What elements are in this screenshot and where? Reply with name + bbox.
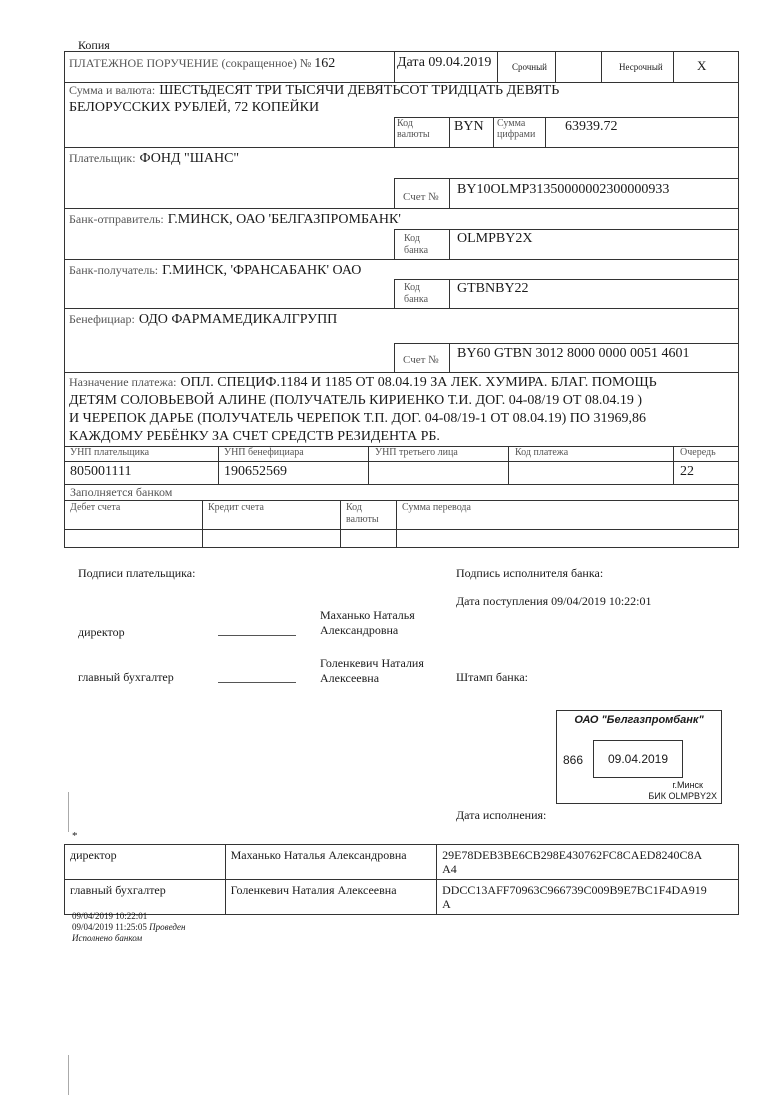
sender-bank: Банк-отправитель: Г.МИНСК, ОАО 'БЕЛГАЗПРОМБАНК' <box>69 212 401 227</box>
currency-code-label: Код валюты <box>397 118 430 140</box>
currency-code-bank-label: Код валюты <box>346 502 379 525</box>
beneficiary-account: BY60 GTBN 3012 8000 0000 0051 4601 <box>457 346 690 361</box>
stamp-label: Штамп банка: <box>456 670 528 684</box>
stamp-code: 866 <box>563 753 584 767</box>
signer-name: Маханько Наталья Александровна <box>225 845 437 880</box>
signer-role: директор <box>65 845 226 880</box>
executed-label: Дата исполнения: <box>456 808 547 822</box>
nonurgent-label: Несрочный <box>619 62 663 72</box>
scan-mark <box>68 792 69 832</box>
beneficiary-account-label: Счет № <box>403 354 439 366</box>
receiver-bank-code-label: Код банка <box>404 282 429 305</box>
payer-account-label: Счет № <box>403 191 439 203</box>
received-date: Дата поступления 09/04/2019 10:22:01 <box>456 594 652 608</box>
scan-mark <box>68 1055 69 1095</box>
beneficiary: Бенефициар: ОДО ФАРМАМЕДИКАЛГРУПП <box>69 312 338 327</box>
third-unp-label: УНП третьего лица <box>375 447 458 458</box>
queue-value: 22 <box>680 464 694 479</box>
footer-log: 09/04/2019 10:22:01 09/04/2019 11:25:05 Проведен Исполнено банком <box>72 911 186 943</box>
credit-label: Кредит счета <box>208 502 264 513</box>
benef-unp-label: УНП бенефициара <box>224 447 304 458</box>
sum-value: 63939.72 <box>565 119 618 134</box>
director-label: директор <box>78 625 125 639</box>
payment-purpose: Назначение платежа: ОПЛ. СПЕЦИФ.1184 И 1185 ОТ 08.04.19 ЗА ЛЕК. ХУМИРА. БЛАГ. ПОМОЩЬ ДЕТЯМ СОЛОВЬЕВОЙ АЛИНЕ (ПОЛУЧАТЕЛЬ КИРИЕНКО Т.И. ДОГ. 04-08/19 ОТ 08.04.19 ) И ЧЕРЕПОК ДАРЬЕ (ПОЛУЧАТЕЛЬ ЧЕРЕПОК Т.П. ДОГ. 04-08/19-1 ОТ 08.04.19) ПО 31969,86 КАЖДОМУ РЕБЁНКУ ЗА СЧЕТ СРЕДСТВ РЕЗИДЕНТА РБ. <box>69 375 657 444</box>
director-name: Маханько Наталья Александровна <box>320 608 415 637</box>
accountant-name: Голенкевич Наталия Алексеевна <box>320 656 424 685</box>
accountant-label: главный бухгалтер <box>78 670 174 684</box>
signer-name: Голенкевич Наталия Алексеевна <box>225 880 437 915</box>
currency-value: BYN <box>454 119 484 134</box>
bank-stamp <box>556 710 722 804</box>
digital-signatures-table <box>64 844 739 915</box>
payer-name: Плательщик: ФОНД "ШАНС" <box>69 151 240 166</box>
pay-code-label: Код платежа <box>515 447 569 458</box>
payer-signatures-label: Подписи плательщика: <box>78 566 196 580</box>
payer-account: BY10OLMP31350000002300000933 <box>457 182 670 197</box>
debit-label: Дебет счета <box>70 502 121 513</box>
sum-digits-label: Сумма цифрами <box>497 118 536 140</box>
signer-role: главный бухгалтер <box>65 880 226 915</box>
bank-fill-label: Заполняется банком <box>70 485 173 499</box>
director-signature-line <box>218 635 296 636</box>
accountant-signature-line <box>218 682 296 683</box>
transfer-sum-label: Сумма перевода <box>402 502 471 513</box>
table-row <box>65 845 739 880</box>
benef-unp: 190652569 <box>224 464 287 479</box>
amount-words: Сумма и валюта: ШЕСТЬДЕСЯТ ТРИ ТЫСЯЧИ ДЕВЯТЬСОТ ТРИДЦАТЬ ДЕВЯТЬ БЕЛОРУССКИХ РУБЛЕЙ, 72 КОПЕЙКИ <box>69 83 560 115</box>
nonurgent-mark: X <box>697 58 707 73</box>
table-row <box>65 880 739 915</box>
stamp-date: 09.04.2019 <box>593 740 683 778</box>
queue-label: Очередь <box>680 447 716 458</box>
form-title: ПЛАТЕЖНОЕ ПОРУЧЕНИЕ (сокращенное) № 162 <box>69 56 336 71</box>
bank-signature-label: Подпись исполнителя банка: <box>456 566 604 580</box>
signature-hash: 29E78DEB3BE6CB298E430762FC8CAED8240C8A A4 <box>437 845 739 880</box>
stamp-bank-name: ОАО "Белгазпромбанк" <box>574 714 704 726</box>
order-number: 162 <box>314 56 336 71</box>
signature-hash: DDCC13AFF70963C966739C009B9E7BC1F4DA919 A <box>437 880 739 915</box>
copy-label: Копия <box>78 38 110 52</box>
receiver-bank: Банк-получатель: Г.МИНСК, 'ФРАНСАБАНК' ОАО <box>69 263 362 278</box>
asterisk: * <box>72 830 78 842</box>
sender-bank-code: OLMPBY2X <box>457 231 533 246</box>
sender-bank-code-label: Код банка <box>404 233 429 256</box>
payer-unp: 805001111 <box>70 464 132 479</box>
stamp-location: г.Минск БИК OLMPBY2X <box>648 780 717 801</box>
urgent-label: Срочный <box>512 62 547 72</box>
order-date: Дата 09.04.2019 <box>397 55 492 70</box>
payer-unp-label: УНП плательщика <box>70 447 150 458</box>
receiver-bank-code: GTBNBY22 <box>457 281 529 296</box>
